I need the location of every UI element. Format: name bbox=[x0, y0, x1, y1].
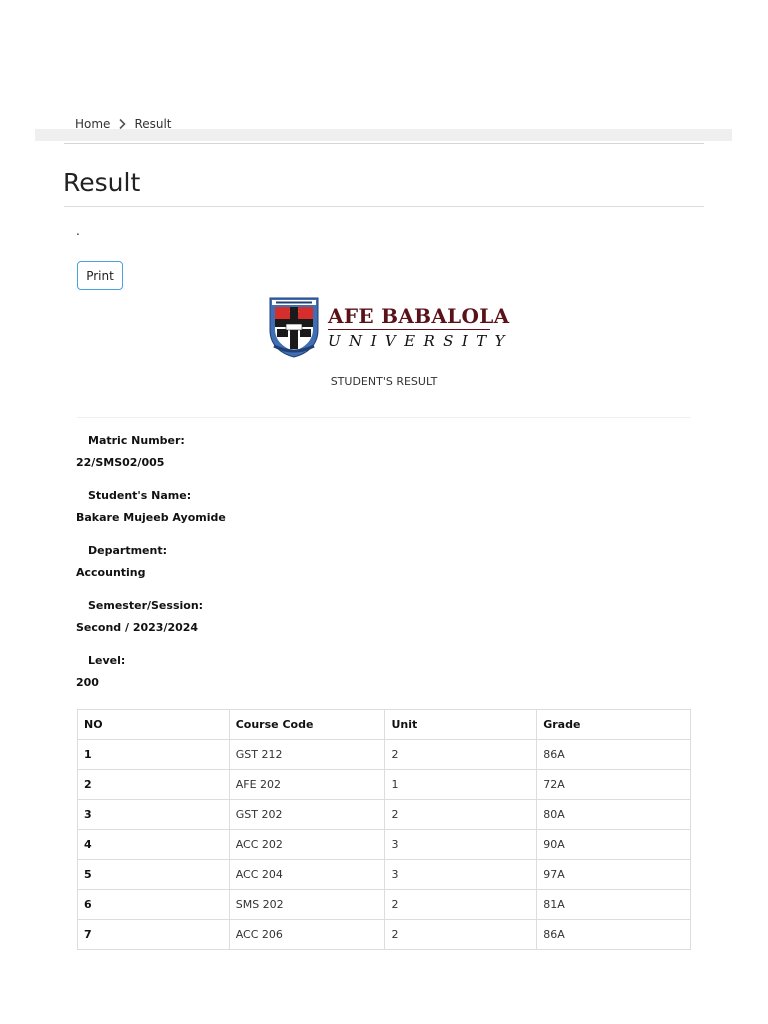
course-unit: 3 bbox=[385, 860, 537, 890]
course-code: ACC 206 bbox=[229, 920, 385, 950]
table-row bbox=[78, 860, 691, 890]
table-row bbox=[78, 830, 691, 860]
course-code: SMS 202 bbox=[229, 890, 385, 920]
page-note: . bbox=[76, 224, 80, 238]
student-name-value: Bakare Mujeeb Ayomide bbox=[76, 511, 226, 524]
logo-wordmark: AFE BABALOLA bbox=[328, 304, 510, 328]
table-row bbox=[78, 920, 691, 950]
student-name-label: Student's Name: bbox=[88, 489, 192, 502]
course-grade: 80A bbox=[537, 800, 691, 830]
course-code: ACC 204 bbox=[229, 860, 385, 890]
row-number: 2 bbox=[78, 770, 230, 800]
table-row bbox=[78, 800, 691, 830]
row-number: 1 bbox=[78, 740, 230, 770]
row-number: 4 bbox=[78, 830, 230, 860]
column-header-course-code: Course Code bbox=[229, 710, 385, 740]
department-value: Accounting bbox=[76, 566, 146, 579]
table-row bbox=[78, 740, 691, 770]
column-header-unit: Unit bbox=[385, 710, 537, 740]
table-header-row bbox=[78, 710, 691, 740]
course-grade: 81A bbox=[537, 890, 691, 920]
results-table bbox=[77, 709, 691, 950]
logo-divider bbox=[328, 329, 490, 330]
report-title: STUDENT'S RESULT bbox=[330, 375, 438, 388]
logo-subtitle: UNIVERSITY bbox=[328, 332, 513, 350]
row-number: 5 bbox=[78, 860, 230, 890]
breadcrumb bbox=[75, 117, 172, 131]
course-grade: 72A bbox=[537, 770, 691, 800]
university-crest-icon bbox=[268, 296, 320, 358]
breadcrumb-divider bbox=[64, 143, 704, 144]
course-unit: 2 bbox=[385, 890, 537, 920]
breadcrumb-home-link[interactable]: Home bbox=[75, 117, 111, 131]
course-code: ACC 202 bbox=[229, 830, 385, 860]
course-code: GST 212 bbox=[229, 740, 385, 770]
course-grade: 97A bbox=[537, 860, 691, 890]
breadcrumb-current: Result bbox=[134, 117, 172, 131]
column-header-no: NO bbox=[78, 710, 230, 740]
print-button[interactable]: Print bbox=[77, 261, 123, 290]
row-number: 7 bbox=[78, 920, 230, 950]
column-header-grade: Grade bbox=[537, 710, 691, 740]
course-unit: 2 bbox=[385, 920, 537, 950]
department-label: Department: bbox=[88, 544, 167, 557]
course-unit: 1 bbox=[385, 770, 537, 800]
course-unit: 2 bbox=[385, 740, 537, 770]
matric-number-label: Matric Number: bbox=[88, 434, 185, 447]
table-row bbox=[78, 890, 691, 920]
table-row bbox=[78, 770, 691, 800]
title-divider bbox=[64, 206, 704, 207]
row-number: 3 bbox=[78, 800, 230, 830]
page-title: Result bbox=[63, 168, 141, 197]
course-code: AFE 202 bbox=[229, 770, 385, 800]
level-value: 200 bbox=[76, 676, 99, 689]
course-unit: 2 bbox=[385, 800, 537, 830]
course-grade: 86A bbox=[537, 920, 691, 950]
row-number: 6 bbox=[78, 890, 230, 920]
university-logo bbox=[268, 296, 513, 358]
course-grade: 90A bbox=[537, 830, 691, 860]
chevron-right-icon bbox=[116, 118, 128, 130]
course-grade: 86A bbox=[537, 740, 691, 770]
course-unit: 3 bbox=[385, 830, 537, 860]
semester-session-label: Semester/Session: bbox=[88, 599, 204, 612]
section-divider bbox=[77, 417, 690, 418]
course-code: GST 202 bbox=[229, 800, 385, 830]
level-label: Level: bbox=[88, 654, 126, 667]
matric-number-value: 22/SMS02/005 bbox=[76, 456, 165, 469]
semester-session-value: Second / 2023/2024 bbox=[76, 621, 199, 634]
